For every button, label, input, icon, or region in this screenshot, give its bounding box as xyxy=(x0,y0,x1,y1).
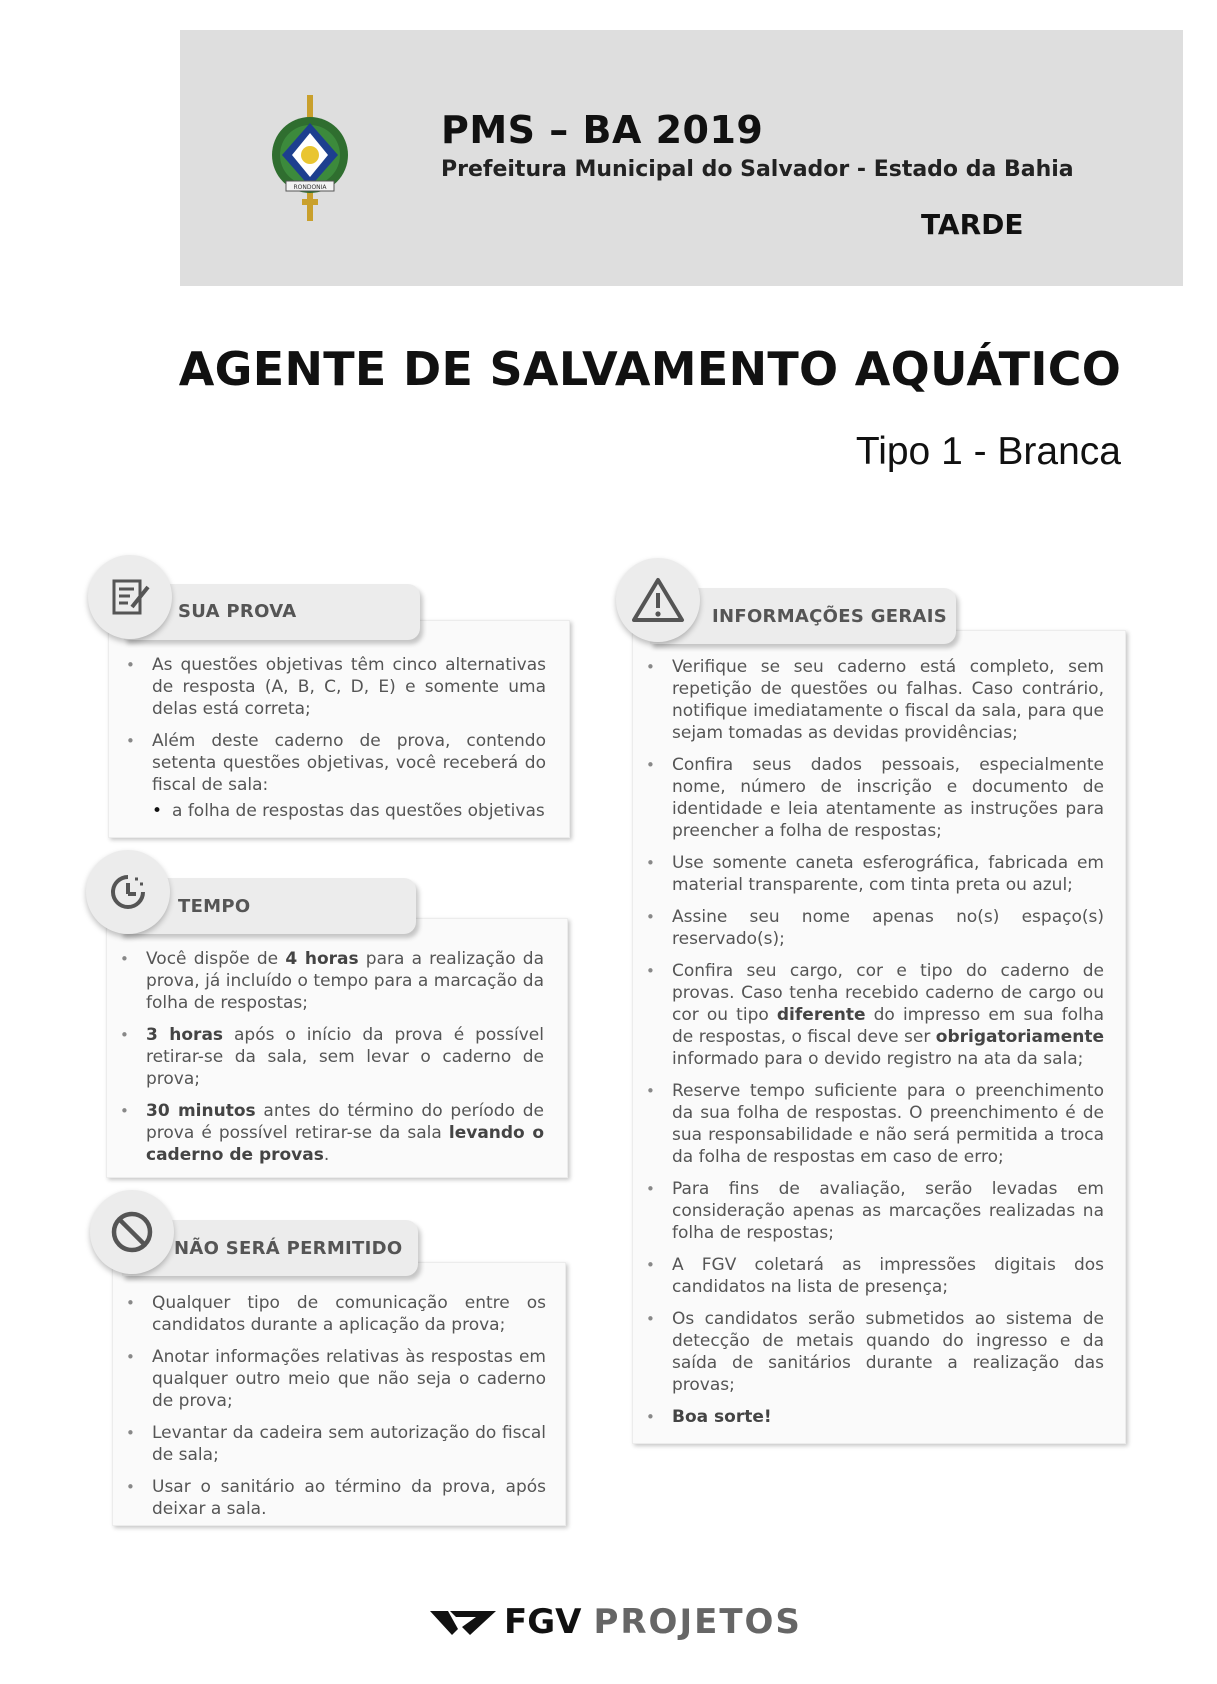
list-item: • Para fins de avaliação, serão levadas em consideração apenas as marcações realizadas na folha de respostas; xyxy=(644,1178,1104,1244)
fgv-projetos-logo xyxy=(430,1600,802,1644)
list-item: • Reserve tempo suficiente para o preenchimento da sua folha de respostas. O preenchimento é de sua responsabilidade e não será permitida a troca da folha de respostas em caso de erro; xyxy=(644,1080,1104,1168)
sua-prova-list xyxy=(124,654,546,832)
footer-suffix: PROJETOS xyxy=(593,1602,802,1642)
role-title: AGENTE DE SALVAMENTO AQUÁTICO xyxy=(178,342,1122,396)
list-item: • As questões objetivas têm cinco alternativas de resposta (A, B, C, D, E) e somente uma delas está correta; xyxy=(124,654,546,720)
list-item: • 30 minutos antes do término do período de prova é possível retirar-se da sala levando o caderno de provas. xyxy=(118,1100,544,1166)
fgv-mark-icon xyxy=(430,1607,496,1637)
exam-shift: TARDE xyxy=(921,208,1024,241)
crest-icon xyxy=(266,95,354,221)
informacoes-badge xyxy=(616,558,700,642)
list-item: • Usar o sanitário ao término da prova, após deixar a sala. xyxy=(124,1476,546,1520)
list-item: • Confira seu cargo, cor e tipo do caderno de provas. Caso tenha recebido caderno de cargo ou cor ou tipo diferente do impresso em sua folha de respostas, o fiscal deve ser obrigatoriamente informado para o devido registro na ata da sala; xyxy=(644,960,1104,1070)
sua-prova-badge xyxy=(88,555,172,639)
tempo-label: TEMPO xyxy=(178,896,251,917)
footer-brand: FGV xyxy=(504,1602,582,1642)
clock-icon xyxy=(105,869,151,915)
list-item: • Use somente caneta esferográfica, fabricada em material transparente, com tinta preta ou azul; xyxy=(644,852,1104,896)
sub-list-item: • a folha de respostas das questões objetivas xyxy=(152,800,546,822)
list-item: • Levantar da cadeira sem autorização do fiscal de sala; xyxy=(124,1422,546,1466)
nao-permitido-badge xyxy=(90,1190,174,1274)
list-item: • Anotar informações relativas às respostas em qualquer outro meio que não seja o caderno de prova; xyxy=(124,1346,546,1412)
document-edit-icon xyxy=(108,575,152,619)
booklet-type: Tipo 1 - Branca xyxy=(855,430,1121,473)
nao-permitido-list xyxy=(124,1292,546,1530)
exam-code: PMS – BA 2019 xyxy=(441,108,764,152)
list-item: • Você dispõe de 4 horas para a realização da prova, já incluído o tempo para a marcação da folha de respostas; xyxy=(118,948,544,1014)
list-item: • Verifique se seu caderno está completo, sem repetição de questões ou falhas. Caso contrário, notifique imediatamente o fiscal da sala, para que sejam tomadas as devidas providências; xyxy=(644,656,1104,744)
closing-item: • Boa sorte! xyxy=(644,1406,1104,1428)
list-item: • Assine seu nome apenas no(s) espaço(s) reservado(s); xyxy=(644,906,1104,950)
list-item: • Os candidatos serão submetidos ao sistema de detecção de metais quando do ingresso e da saída de sanitários durante a realização das provas; xyxy=(644,1308,1104,1396)
list-item: • 3 horas após o início da prova é possível retirar-se da sala, sem levar o caderno de prova; xyxy=(118,1024,544,1090)
list-item: • Confira seus dados pessoais, especialmente nome, número de inscrição e documento de identidade e leia atentamente as instruções para preencher a folha de respostas; xyxy=(644,754,1104,842)
informacoes-list xyxy=(644,656,1104,1438)
warning-icon xyxy=(631,576,685,624)
nao-permitido-label: NÃO SERÁ PERMITIDO xyxy=(174,1238,403,1259)
prohibited-icon xyxy=(109,1209,155,1255)
tempo-list xyxy=(118,948,544,1176)
informacoes-label: INFORMAÇÕES GERAIS xyxy=(712,606,948,627)
sua-prova-label: SUA PROVA xyxy=(178,601,297,622)
list-item: • Além deste caderno de prova, contendo setenta questões objetivas, você receberá do fiscal de sala: • a folha de respostas das questões objetivas xyxy=(124,730,546,822)
svg-text:RONDONIA: RONDONIA xyxy=(293,184,327,191)
tempo-badge xyxy=(86,850,170,934)
institution-name: Prefeitura Municipal do Salvador - Estado da Bahia xyxy=(441,157,1074,182)
list-item: • Qualquer tipo de comunicação entre os candidatos durante a aplicação da prova; xyxy=(124,1292,546,1336)
list-item: • A FGV coletará as impressões digitais dos candidatos na lista de presença; xyxy=(644,1254,1104,1298)
